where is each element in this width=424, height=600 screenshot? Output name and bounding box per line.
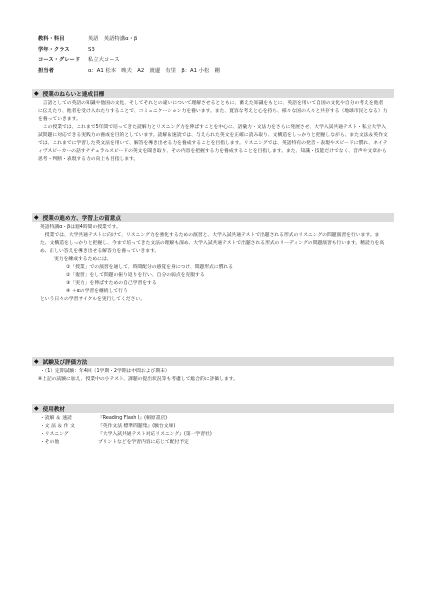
- text-line: ・（1）定期試験：年4回（1学期・2学期は中間および期末）: [40, 369, 170, 374]
- material-label: ・その他: [40, 440, 60, 445]
- section-body: [32, 222, 394, 304]
- text-line: 実力を練成するためには、: [54, 257, 112, 262]
- aims-section: [32, 89, 394, 164]
- course-grade-label: コース・グレード: [38, 57, 81, 64]
- section-title: 試験及び評価方法: [42, 359, 88, 366]
- exam-section: [32, 357, 394, 384]
- section-title: 使用教材: [42, 406, 66, 413]
- list-item: ④ ＋αの学習を継続して行う: [66, 289, 128, 294]
- section-header: [32, 357, 394, 366]
- list-item: ①「授業」での演習を通して、時間配分の感覚を身につけ、問題形式に慣れる: [66, 265, 234, 270]
- paragraph: 言語としての英語の知識や他国の文化、そしてそれとの違いについて理解させるとともに、蓄えた知識をもとに、英語を用いて自国の文化や自分の考えを他者に伝えたり、他者を受け入れたりすることで、コミュニケーション力を養います。また、寛容な考えと心を持ち、様々な国の人々と共存する（地球市民となる）力を養っていきます。: [38, 101, 388, 122]
- course-info-row: [38, 34, 220, 45]
- diamond-bullet-icon: ◆: [34, 90, 39, 97]
- materials-section: [32, 404, 394, 447]
- list-item: ②「復習」をして問題の振り返りを行い、自分の弱点を克服する: [66, 273, 205, 278]
- material-value: 『Reading Flash Ⅰ』(桐原書店): [98, 416, 168, 421]
- subject-label: 教科・科目: [38, 36, 65, 42]
- material-item: [38, 423, 388, 431]
- teacher-label: 担当者: [38, 67, 54, 74]
- section-title: 授業の進め方、学習上の留意点: [42, 215, 121, 222]
- text-line: 英語特講α・βは週4時間の授業です。: [40, 225, 121, 230]
- grade-class-value: S3: [88, 46, 95, 53]
- diamond-bullet-icon: ◆: [34, 405, 39, 412]
- course-info-row: [38, 45, 220, 56]
- course-info-row: [38, 66, 220, 77]
- material-value: 『大学入試共通テスト対応リスニング』(第一学習社): [98, 432, 212, 437]
- grade-class-label: 学年・クラス: [38, 46, 70, 53]
- section-header: [32, 89, 394, 98]
- subject-value: 英語 英語特講α・β: [88, 36, 138, 42]
- course-info-row: [38, 55, 220, 66]
- material-item: [38, 431, 388, 439]
- section-title: 授業のねらいと達成目標: [42, 91, 105, 98]
- material-label: ・文 法 ＆ 作 文: [40, 424, 75, 429]
- list-item: ③「実力」を伸ばすための自己学習をする: [66, 281, 157, 286]
- material-value: プリントなどを学習内容に応じて配付予定: [98, 440, 189, 445]
- course-grade-value: 私立大コース: [88, 57, 120, 64]
- section-header: [32, 404, 394, 413]
- section-body: [32, 366, 394, 384]
- course-info: [38, 34, 220, 76]
- text-line: 授業では、大学共通テストに向けて、リスニング力を強化するための演習と、大学入試共通テストで出題される形式のリスニングの問題演習を行います。また、文構造をしっかりと把握し、今まで培ってきた文法の理解も深め、大学入試共通テストで出題される形式のリーディングの問題演習も行います。精読力を高め、正しい答えを導き出せる解答力を養っていきます。: [40, 233, 385, 254]
- text-line: ※上記の試験に加え、授業中の小テスト、課題の提出状況等も考慮して総合的に評価します。: [38, 377, 238, 382]
- section-header: [32, 213, 394, 222]
- diamond-bullet-icon: ◆: [34, 358, 39, 365]
- teacher-value: α：A1 松本 映夫 A2 渡邊 有里 β：A1 小松 剛: [88, 67, 220, 74]
- method-section: [32, 213, 394, 304]
- section-body: [32, 413, 394, 447]
- material-item: [38, 439, 388, 447]
- text-line: という日々の学習サイクルを実行してください。: [40, 297, 145, 302]
- diamond-bullet-icon: ◆: [34, 214, 39, 221]
- paragraph: この授業では、これまで5年間で培ってきた読解力とリスニング力を伸ばすことを中心に、語彙力・文法力をさらに発展させ、大学入試共通テスト・私立大学入試問題に対応できる実践力の養成を目的としています。読解＆速読では、与えられた英文を正確に読み取り、文構造をしっかりと把握しながら、また文法＆英作文では、これまでに学習した英文法を用いて、解答を導き出せる力を養成することを目指します。リスニングでは、英語特有の発音・表現やスピードに慣れ、ネイティヴスピーカーの話すナチュラルスピードの英文を聞き取り、その内容を把握する力を養成することを目指します。また、知識・技能だけでなく、音声や文章から思考・判断・表現する力の向上も目指します。: [38, 125, 388, 162]
- material-item: [38, 415, 388, 423]
- section-body: [32, 98, 394, 164]
- material-label: ・読解 ＆ 速読: [40, 416, 72, 421]
- material-value: 『英作文法 標準問題集』(駿台文庫): [98, 424, 176, 429]
- material-label: ・リスニング: [40, 432, 69, 437]
